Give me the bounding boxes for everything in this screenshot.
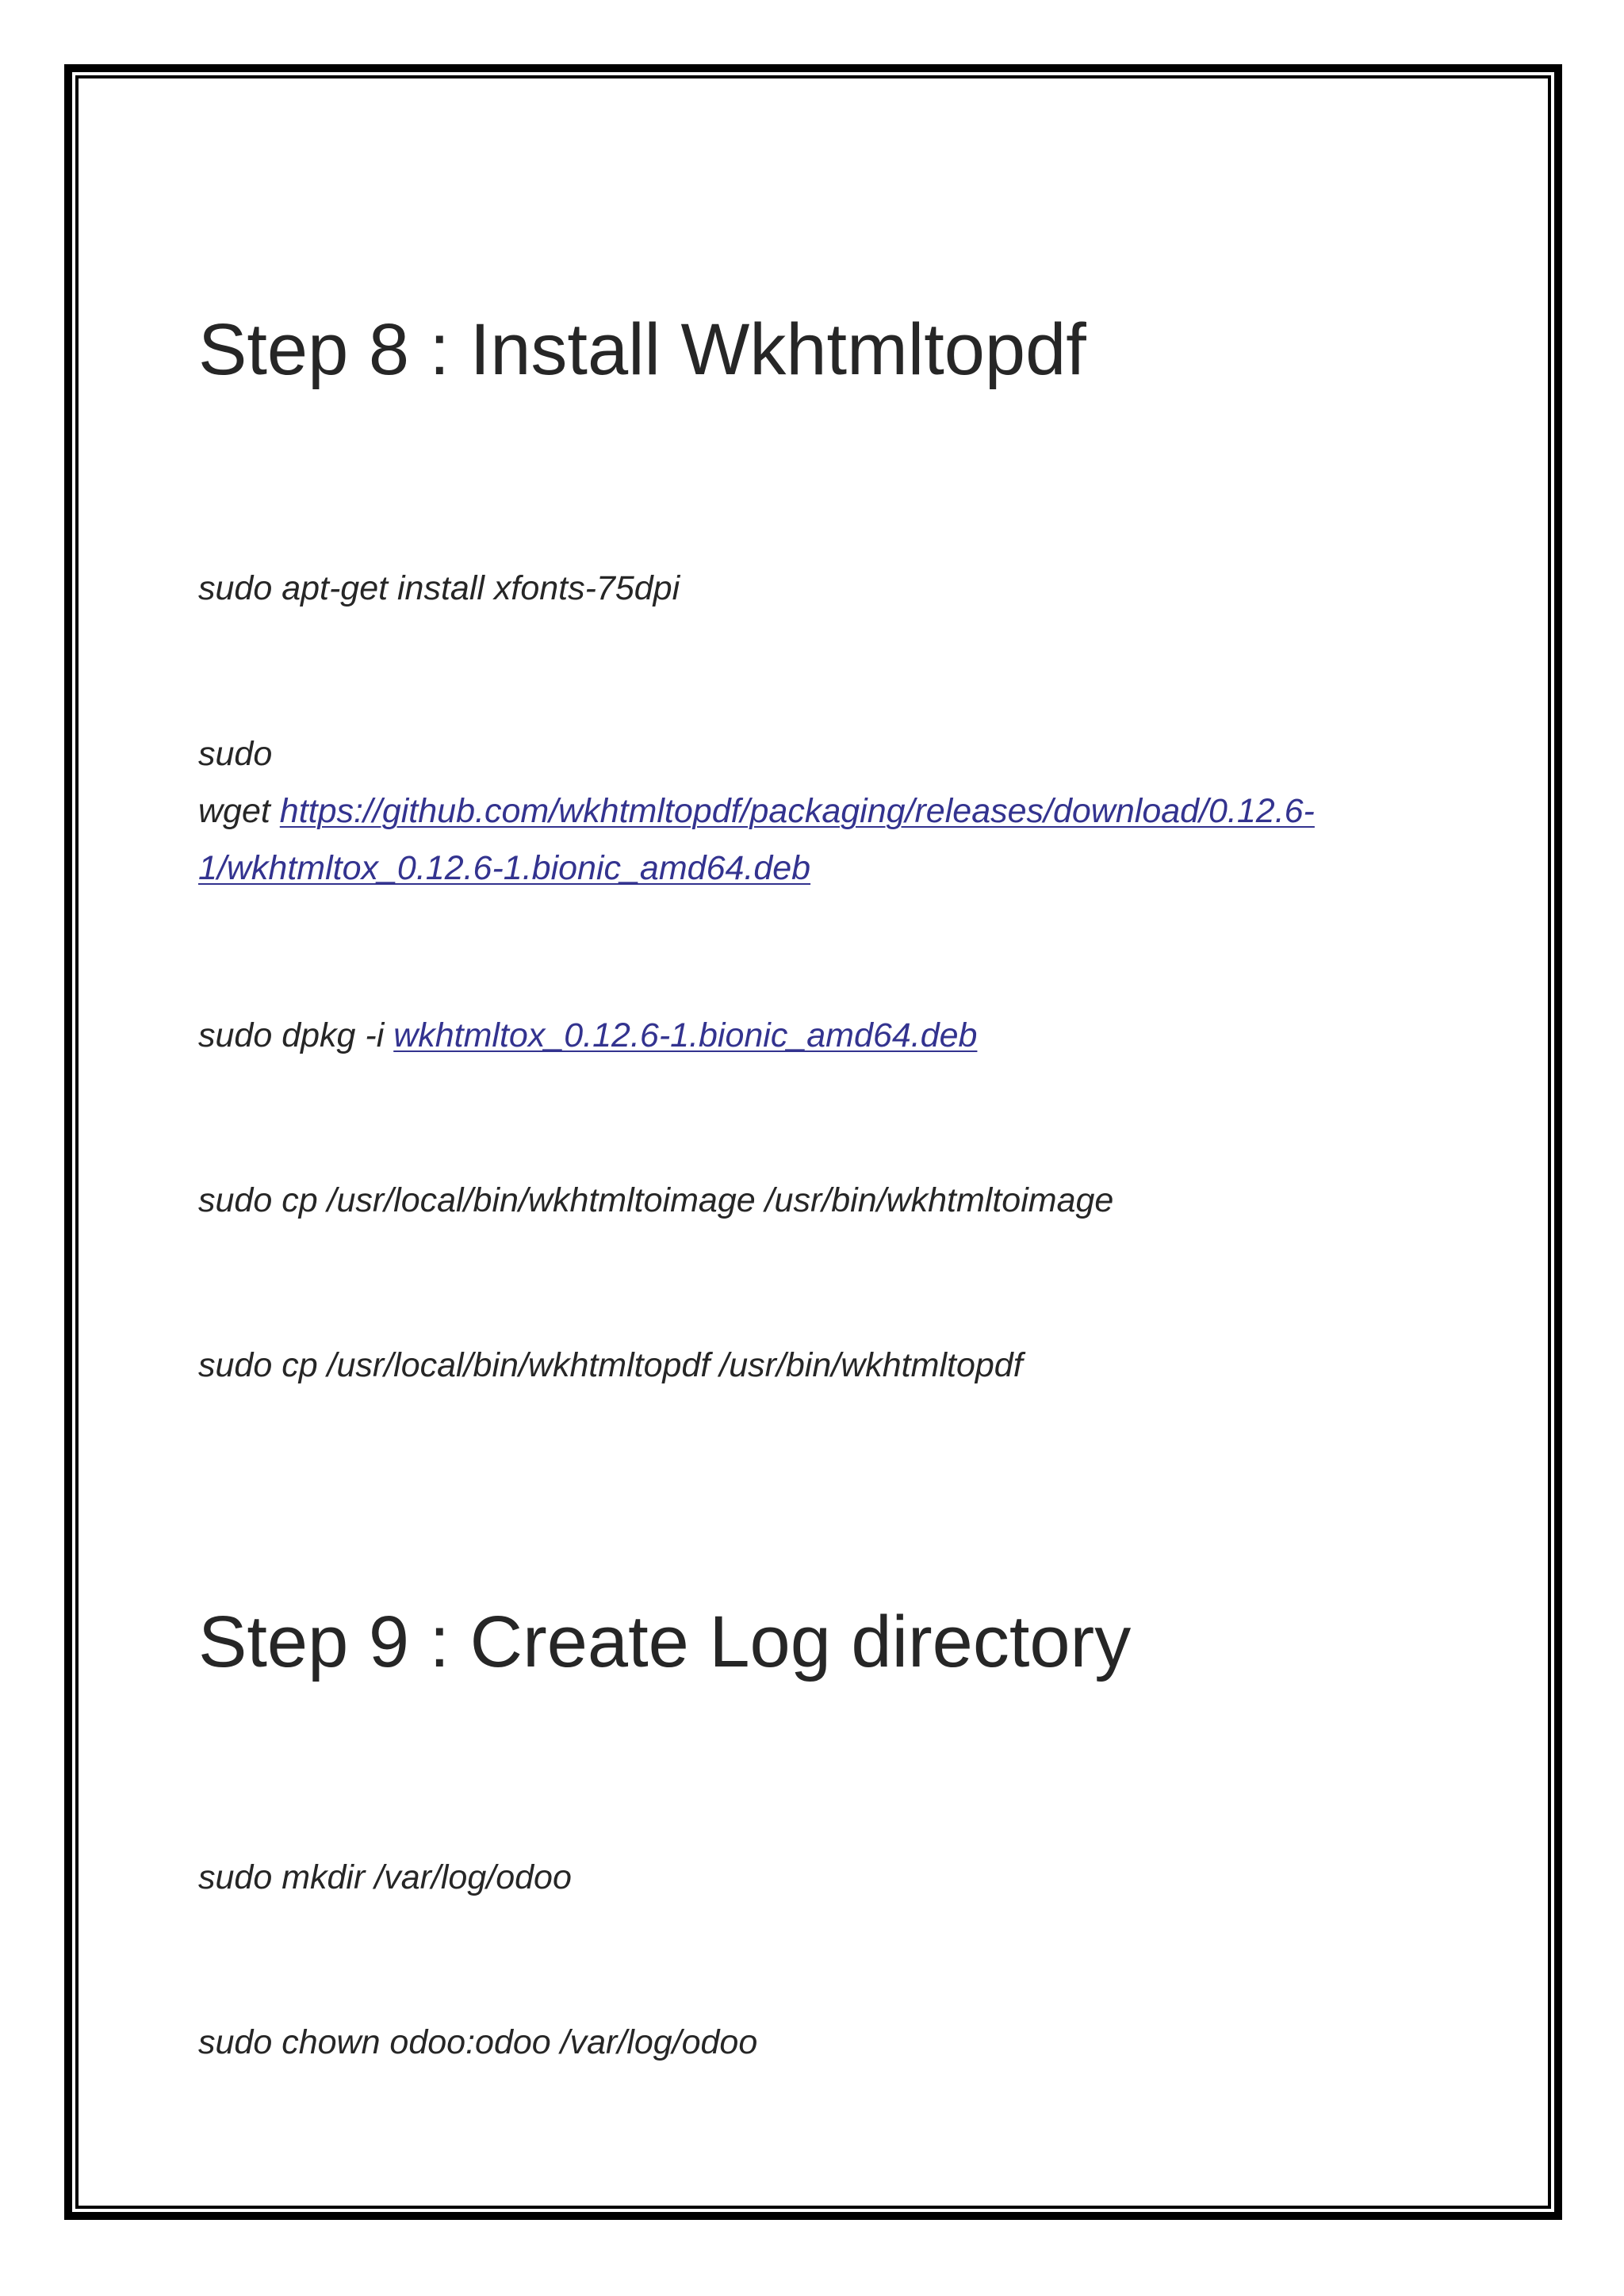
step9-command-mkdir: sudo mkdir /var/log/odoo [198,1858,572,1896]
wget-sudo-text: sudo [198,735,273,773]
dpkg-prefix-text: sudo dpkg -i [198,1016,394,1054]
step8-heading: Step 8 : Install Wkhtmltopdf [198,309,1086,390]
wget-download-link[interactable] [198,792,1315,887]
wget-prefix-text: wget [198,792,280,830]
step9-command-chown: sudo chown odoo:odoo /var/log/odoo [198,2023,758,2061]
step9-heading: Step 9 : Create Log directory [198,1601,1132,1682]
step8-command-copy-wkhtmltopdf: sudo cp /usr/local/bin/wkhtmltopdf /usr/bin/wkhtmltopdf [198,1346,1023,1384]
wget-link-line2: 1/wkhtmltox_0.12.6-1.bionic_amd64.deb [198,849,811,887]
step8-command-install-xfonts: sudo apt-get install xfonts-75dpi [198,569,680,607]
wget-link-line1: https://github.com/wkhtmltopdf/packaging/releases/download/0.12.6- [279,792,1315,830]
step8-command-dpkg [198,1007,977,1064]
dpkg-deb-link[interactable]: wkhtmltox_0.12.6-1.bionic_amd64.deb [393,1016,978,1054]
step8-command-copy-wkhtmltoimage: sudo cp /usr/local/bin/wkhtmltoimage /usr/bin/wkhtmltoimage [198,1181,1114,1219]
step8-command-wget [198,725,1315,897]
